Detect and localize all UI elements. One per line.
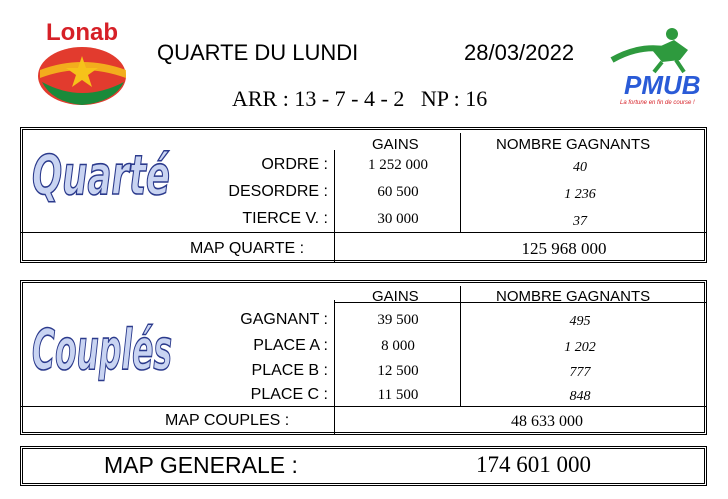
couples-row-gagnants: 1 202 (564, 340, 596, 355)
quarte-col-gains: GAINS (372, 136, 419, 153)
quarte-row-gagnants: 37 (573, 214, 587, 229)
quarte-row-label: TIERCE V. : (242, 210, 328, 227)
couples-divider (20, 406, 707, 407)
couples-col-gains: GAINS (372, 288, 419, 305)
couples-row-gagnants: 495 (569, 314, 591, 329)
couples-row-gains: 11 500 (377, 387, 419, 403)
couples-row-gains: 12 500 (377, 363, 419, 379)
map-generale-label: MAP GENERALE : (104, 452, 298, 478)
couples-col-gagnants: NOMBRE GAGNANTS (496, 288, 651, 305)
quarte-row-label: DESORDRE : (228, 183, 328, 200)
quarte-row-gains: 1 252 000 (368, 157, 428, 173)
couples-row-gagnants: 777 (569, 365, 591, 380)
quarte-row-gagnants: 40 (573, 160, 587, 175)
race-date: 28/03/2022 (464, 40, 575, 65)
arrival-line: ARR : 13 - 7 - 4 - 2 NP : 16 (232, 86, 488, 111)
quarte-col-gagnants: NOMBRE GAGNANTS (496, 136, 651, 153)
page-title: QUARTE DU LUNDI (157, 40, 359, 65)
couples-gains-right-line (460, 286, 461, 406)
couples-map-separator (334, 406, 335, 435)
couples-row-label: GAGNANT : (240, 311, 328, 328)
couples-row-label: PLACE C : (250, 386, 328, 403)
quarte-map-separator (334, 232, 335, 263)
quarte-row-gains: 60 500 (377, 184, 419, 200)
couples-row-label: PLACE B : (251, 362, 328, 379)
quarte-gains-left-line (334, 150, 335, 232)
map-couples-label: MAP COUPLES : (165, 412, 290, 429)
couples-row-gains: 8 000 (381, 338, 415, 354)
quarte-gains-right-line (460, 133, 461, 232)
map-generale-value: 174 601 000 (476, 452, 591, 477)
map-couples-value: 48 633 000 (511, 413, 583, 430)
lonab-logo (34, 18, 132, 106)
quarte-side-title-text: Quarté (32, 144, 170, 207)
pmub-tagline: La fortune en fin de course ! (620, 100, 695, 106)
quarte-row-gagnants: 1 236 (564, 187, 596, 202)
couples-row-gagnants: 848 (569, 389, 591, 404)
pmub-logo-text: PMUB (624, 70, 701, 100)
map-quarte-value: 125 968 000 (521, 239, 607, 258)
couples-gains-left-line (334, 300, 335, 406)
couples-row-label: PLACE A : (253, 337, 328, 354)
pmub-logo (602, 20, 712, 106)
couples-row-gains: 39 500 (377, 312, 419, 328)
quarte-divider (20, 232, 707, 233)
quarte-row-label: ORDRE : (261, 156, 328, 173)
map-quarte-label: MAP QUARTE : (190, 240, 305, 257)
lonab-logo-text: Lonab (46, 19, 118, 46)
couples-side-title-text: Couplés (32, 318, 172, 383)
quarte-row-gains: 30 000 (377, 211, 419, 227)
